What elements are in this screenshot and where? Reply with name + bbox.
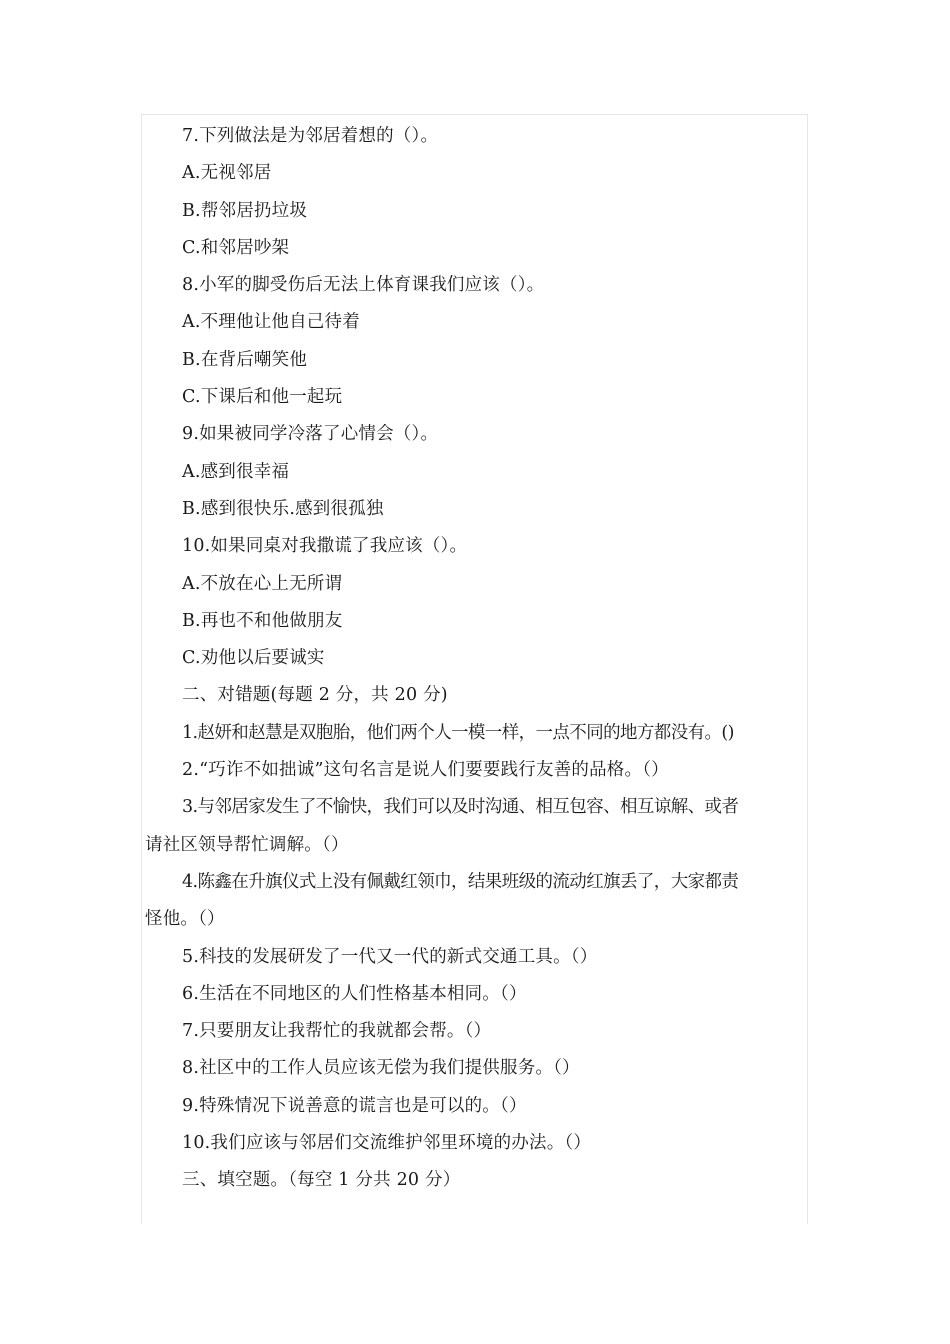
question-10: 10.如果同桌对我撒谎了我应该（）。 [182, 536, 468, 557]
true-false-item-4: 4.陈鑫在升旗仪式上没有佩戴红领巾，结果班级的流动红旗丢了，大家都责 [182, 871, 739, 892]
true-false-item-3: 3.与邻居家发生了不愉快，我们可以及时沟通、相互包容、相互谅解、或者 [182, 797, 739, 818]
question-7: 7.下列做法是为邻居着想的（）。 [182, 126, 439, 146]
document-content [145, 118, 809, 1200]
true-false-item-7: 7.只要朋友让我帮忙的我就都会帮。（） [182, 1021, 492, 1042]
true-false-item-2: 2.“巧诈不如拙诚”这句名言是说人们要要践行友善的品格。（） [182, 760, 669, 781]
question-8: 8.小军的脚受伤后无法上体育课我们应该（）。 [182, 275, 545, 296]
option-a: A.不理他让他自己待着 [182, 312, 360, 333]
option-b: B.感到很快乐.感到很孤独 [182, 498, 384, 519]
option-a: A.感到很幸福 [182, 461, 290, 482]
section-two-heading: 二、对错题(每题 2 分，共 20 分) [182, 685, 448, 706]
section-three-heading: 三、填空题。（每空 1 分共 20 分） [182, 1170, 461, 1191]
true-false-item-9: 9.特殊情况下说善意的谎言也是可以的。（） [182, 1095, 527, 1116]
option-c: C.劝他以后要诚实 [182, 648, 325, 669]
option-c: C.下课后和他一起玩 [182, 387, 343, 408]
true-false-item-8: 8.社区中的工作人员应该无偿为我们提供服务。（） [182, 1058, 580, 1079]
true-false-item-5: 5.科技的发展研发了一代又一代的新式交通工具。（） [182, 946, 598, 967]
option-a: A.无视邻居 [182, 163, 272, 184]
true-false-item-6: 6.生活在不同地区的人们性格基本相同。（） [182, 983, 527, 1004]
question-9: 9.如果被同学冷落了心情会（）。 [182, 424, 439, 445]
option-b: B.帮邻居扔垃圾 [182, 200, 308, 221]
true-false-item-3-cont: 请社区领导帮忙调解。（） [145, 834, 349, 855]
true-false-item-1: 1.赵妍和赵慧是双胞胎，他们两个人一模一样，一点不同的地方都没有。() [182, 722, 734, 743]
true-false-item-4-cont: 怪他。（） [145, 909, 225, 930]
option-c: C.和邻居吵架 [182, 237, 290, 258]
true-false-item-10: 10.我们应该与邻居们交流维护邻里环境的办法。（） [182, 1133, 592, 1154]
option-a: A.不放在心上无所谓 [182, 573, 343, 594]
option-b: B.在背后嘲笑他 [182, 349, 308, 370]
option-b: B.再也不和他做朋友 [182, 610, 343, 631]
